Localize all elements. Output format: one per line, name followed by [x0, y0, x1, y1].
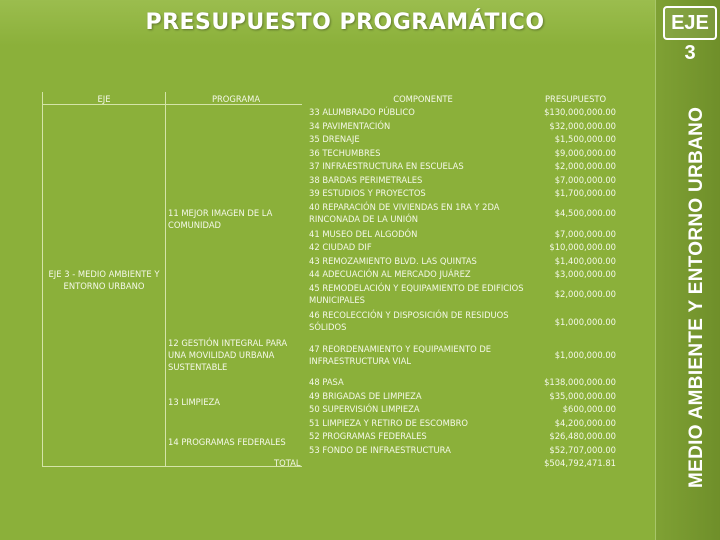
eje-column-divider: [165, 92, 166, 467]
amount-cell: $1,000,000.00: [554, 317, 616, 327]
component-cell: 36 TECHUMBRES: [309, 148, 381, 158]
component-cell: 43 REMOZAMIENTO BLVD. LAS QUINTAS: [309, 256, 477, 266]
amount-cell: $130,000,000.00: [544, 107, 616, 117]
eje-badge: EJE 3: [663, 6, 717, 40]
component-cell: 50 SUPERVISIÓN LIMPIEZA: [309, 404, 420, 414]
table-left-border: [42, 92, 43, 467]
amount-cell: $7,000,000.00: [554, 175, 616, 185]
component-cell: 52 PROGRAMAS FEDERALES: [309, 431, 427, 441]
component-cell: 46 RECOLECCIÓN Y DISPOSICIÓN DE RESIDUOS SÓLIDOS: [309, 310, 509, 333]
component-cell: 40 REPARACIÓN DE VIVIENDAS EN 1RA Y 2DA RINCONADA DE LA UNIÓN: [309, 202, 500, 225]
amount-cell: $4,200,000.00: [554, 418, 616, 428]
eje-label: EJE 3 - MEDIO AMBIENTE Y ENTORNO URBANO: [48, 269, 160, 292]
component-cell: 45 REMODELACIÓN Y EQUIPAMIENTO DE EDIFICIOS MUNICIPALES: [309, 283, 524, 306]
amount-cell: $32,000,000.00: [549, 121, 616, 131]
page-title: PRESUPUESTO PROGRAMÁTICO: [145, 10, 545, 35]
program-label: 11 MEJOR IMAGEN DE LA COMUNIDAD: [168, 208, 273, 231]
amount-cell: $138,000,000.00: [544, 377, 616, 387]
amount-cell: $10,000,000.00: [549, 242, 616, 252]
component-cell: 51 LIMPIEZA Y RETIRO DE ESCOMBRO: [309, 418, 469, 428]
program-label: 13 LIMPIEZA: [168, 397, 220, 407]
component-cell: 33 ALUMBRADO PÚBLICO: [309, 107, 415, 117]
amount-cell: $1,000,000.00: [554, 350, 616, 360]
amount-cell: $3,000,000.00: [554, 269, 616, 279]
component-cell: 53 FONDO DE INFRAESTRUCTURA: [309, 445, 451, 455]
component-cell: 44 ADECUACIÓN AL MERCADO JUÁREZ: [309, 269, 471, 279]
header-componente: COMPONENTE: [393, 94, 453, 104]
component-cell: 38 BARDAS PERIMETRALES: [309, 175, 423, 185]
component-cell: 49 BRIGADAS DE LIMPIEZA: [309, 391, 422, 401]
amount-cell: $4,500,000.00: [554, 208, 616, 218]
component-cell: 42 CIUDAD DIF: [309, 242, 372, 252]
component-cell: 41 MUSEO DEL ALGODÓN: [309, 229, 418, 239]
header-programa: PROGRAMA: [211, 94, 261, 104]
amount-cell: $600,000.00: [562, 404, 616, 414]
header-eje: EJE: [97, 94, 111, 104]
header-presupuesto: PRESUPUESTO: [545, 94, 607, 104]
component-cell: 34 PAVIMENTACIÓN: [309, 121, 391, 131]
component-cell: 47 REORDENAMIENTO Y EQUIPAMIENTO DE INFRAESTRUCTURA VIAL: [309, 344, 492, 367]
amount-cell: $1,500,000.00: [554, 134, 616, 144]
component-cell: 37 INFRAESTRUCTURA EN ESCUELAS: [309, 161, 464, 171]
amount-cell: $52,707,000.00: [549, 445, 616, 455]
total-label: TOTAL: [274, 458, 301, 468]
amount-cell: $1,700,000.00: [554, 188, 616, 198]
component-cell: 48 PASA: [309, 377, 344, 387]
side-title: MEDIO AMBIENTE Y ENTORNO URBANO: [686, 106, 707, 488]
program-label: 12 GESTIÓN INTEGRAL PARA UNA MOVILIDAD URBANA SUSTENTABLE: [168, 338, 288, 373]
program-label: 14 PROGRAMAS FEDERALES: [168, 437, 286, 447]
amount-cell: $2,000,000.00: [554, 289, 616, 299]
amount-cell: $9,000,000.00: [554, 148, 616, 158]
amount-cell: $7,000,000.00: [554, 229, 616, 239]
amount-cell: $26,480,000.00: [549, 431, 616, 441]
amount-cell: $35,000,000.00: [549, 391, 616, 401]
amount-cell: $1,400,000.00: [554, 256, 616, 266]
component-cell: 35 DRENAJE: [309, 134, 360, 144]
total-amount: $504,792,471.81: [544, 458, 616, 468]
component-cell: 39 ESTUDIOS Y PROYECTOS: [309, 188, 426, 198]
amount-cell: $2,000,000.00: [554, 161, 616, 171]
table-bottom-border: [42, 466, 302, 467]
